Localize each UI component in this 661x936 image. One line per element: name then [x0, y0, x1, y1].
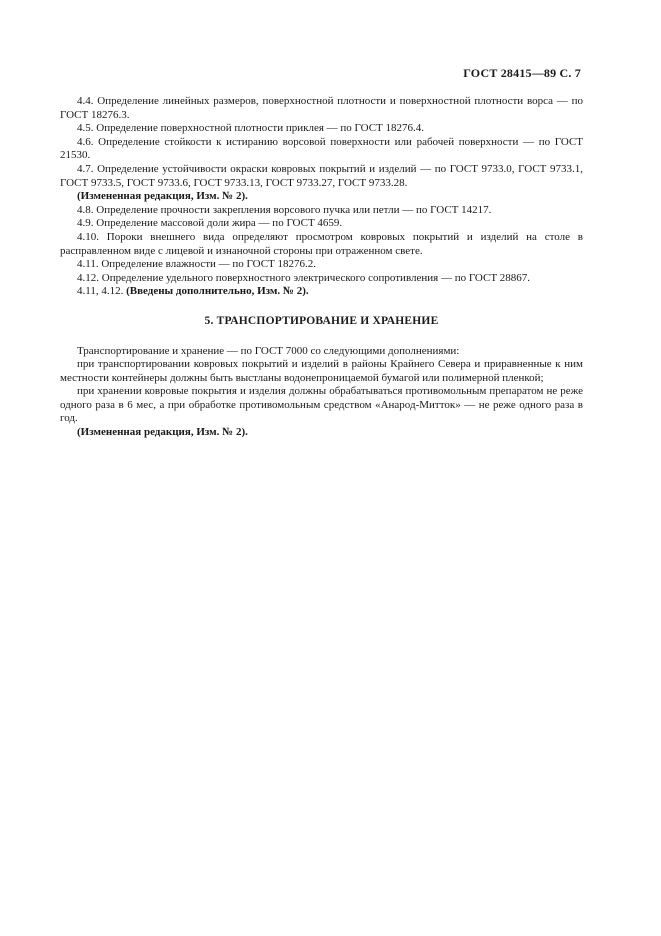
amendment-text: (Измененная редакция, Изм. № 2).: [77, 190, 248, 203]
paragraph-5-transport: [60, 358, 583, 385]
page-header: ГОСТ 28415—89 С. 7: [463, 66, 581, 80]
paragraph-text: 4.11. Определение влажности — по ГОСТ 18276.2.: [77, 258, 317, 271]
paragraph-text: 4.4. Определение линейных размеров, поверхностной плотности и поверхностной плотности ворса — по ГОСТ 18276.3.: [60, 95, 583, 121]
paragraph-text: 4.8. Определение прочности закрепления ворсового пучка или петли — по ГОСТ 14217.: [77, 203, 492, 216]
amendment-text: (Введены дополнительно, Изм. № 2).: [126, 285, 309, 298]
paragraph-text: 4.6. Определение стойкости к истиранию ворсовой поверхности или рабочей поверхности — по ГОСТ 21530.: [60, 135, 583, 162]
paragraph-4-12: [60, 272, 583, 286]
section-5-body: [60, 345, 583, 440]
paragraph-4-5: [60, 122, 583, 136]
section-4-continuation: [60, 95, 583, 299]
amendment-note: [60, 190, 583, 204]
amendment-text: (Измененная редакция, Изм. № 2).: [77, 426, 248, 439]
amendment-prefix: 4.11, 4.12.: [77, 285, 127, 298]
paragraph-4-10: [60, 231, 583, 258]
paragraph-text: при транспортировании ковровых покрытий и изделий в районы Крайнего Севера и приравненные к ним местности контейнеры должны быть выстланы водонепроницаемой бумагой или полимерной пленкой;: [60, 358, 583, 384]
paragraph-text: 4.7. Определение устойчивости окраски ковровых покрытий и изделий — по ГОСТ 9733.0, ГОСТ 9733.1, ГОСТ 9733.5, ГОСТ 9733.6, ГОСТ 9733.13, ГОСТ 9733.27, ГОСТ 9733.28.: [60, 162, 583, 189]
section-5-title: 5. ТРАНСПОРТИРОВАНИЕ И ХРАНЕНИЕ: [204, 314, 439, 327]
paragraph-5-storage: [60, 385, 583, 426]
amendment-note: [60, 285, 583, 299]
paragraph-4-11: [60, 258, 583, 272]
amendment-note: [60, 426, 583, 440]
paragraph-text: 4.9. Определение массовой доли жира — по ГОСТ 4659.: [77, 217, 343, 230]
paragraph-4-4: [60, 95, 583, 122]
paragraph-4-9: [60, 217, 583, 231]
paragraph-4-8: [60, 204, 583, 218]
paragraph-text: 4.10. Пороки внешнего вида определяют просмотром ковровых покрытий и изделий на столе в расправленном виде с лицевой и изнаночной стороны при отраженном свете.: [60, 230, 583, 257]
paragraph-text: 4.5. Определение поверхностной плотности приклея — по ГОСТ 18276.4.: [77, 122, 425, 135]
paragraph-text: при хранении ковровые покрытия и изделия должны обрабатываться противомольным препаратом не реже одного раза в 6 мес, а при обработке противомольным средством «Анарод-Митток» — не реже одного раза в год.: [60, 385, 583, 425]
document-body: [60, 95, 583, 440]
paragraph-4-6: [60, 136, 583, 163]
paragraph-5-intro: [60, 345, 583, 359]
paragraph-4-7: [60, 163, 583, 190]
paragraph-text: 4.12. Определение удельного поверхностного электрического сопротивления — по ГОСТ 28867.: [77, 271, 531, 284]
paragraph-text: Транспортирование и хранение — по ГОСТ 7000 со следующими дополнениями:: [77, 344, 460, 357]
